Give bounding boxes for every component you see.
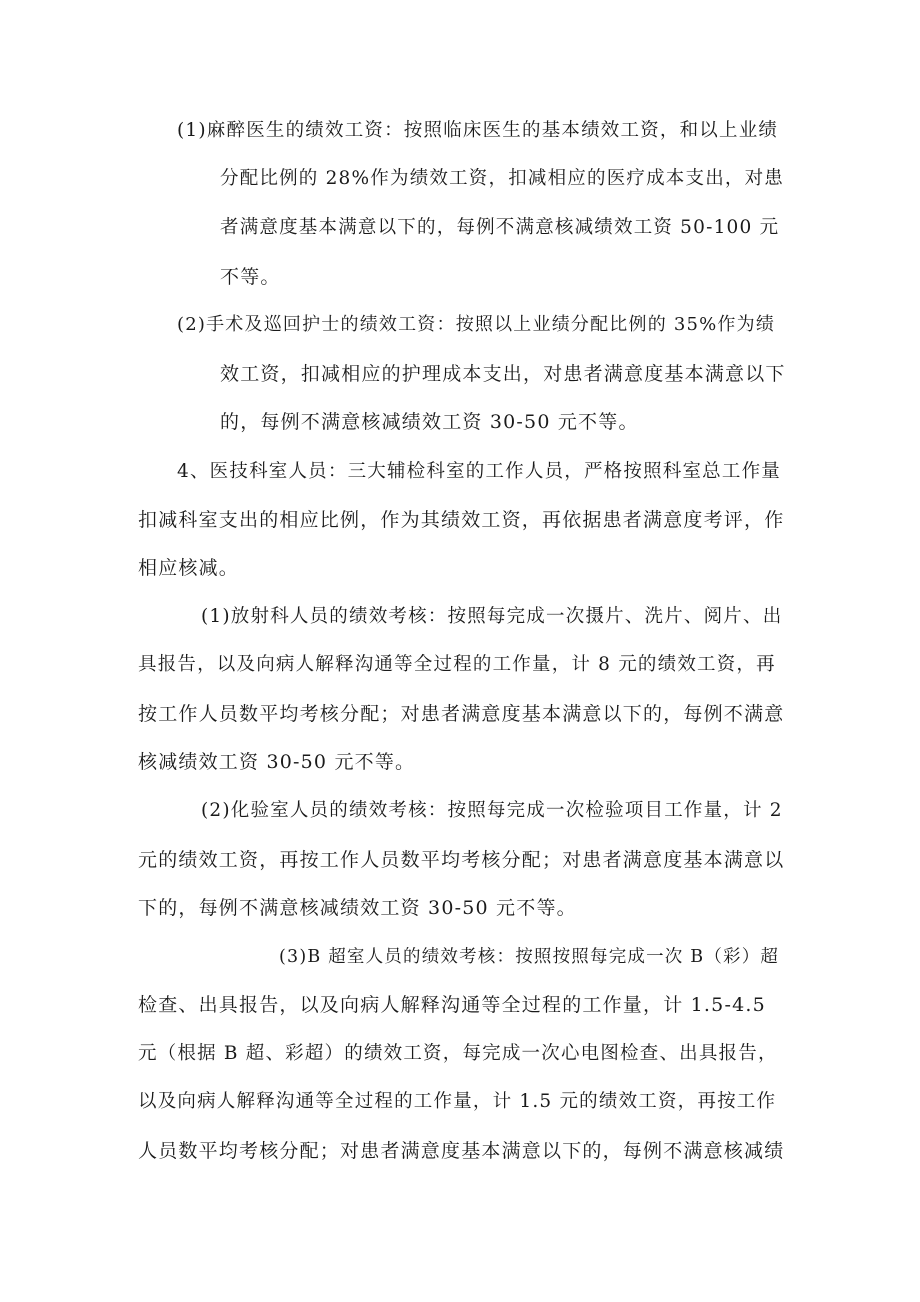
text-line: (1)麻醉医生的绩效工资：按照临床医生的基本绩效工资，和以上业绩 bbox=[177, 120, 779, 141]
text-line: (1)放射科人员的绩效考核：按照每完成一次摄片、洗片、阅片、出 bbox=[201, 606, 783, 627]
section-heading-line: 4、医技科室人员：三大辅检科室的工作人员，严格按照科室总工作量 bbox=[177, 461, 781, 482]
text-line: 分配比例的 28%作为绩效工资，扣减相应的医疗成本支出，对患 bbox=[220, 168, 785, 189]
text-line: 元的绩效工资，再按工作人员数平均考核分配；对患者满意度基本满意以 bbox=[138, 849, 785, 871]
text-line: 元（根据 B 超、彩超）的绩效工资，每完成一次心电图检查、出具报告， bbox=[138, 1043, 778, 1064]
text-line: 者满意度基本满意以下的，每例不满意核减绩效工资 50-100 元 bbox=[220, 217, 780, 238]
text-line: (3)B 超室人员的绩效考核：按照按照每完成一次 B（彩）超 bbox=[279, 947, 780, 967]
text-line: 下的，每例不满意核减绩效工资 30-50 元不等。 bbox=[138, 897, 577, 919]
text-line: 具报告，以及向病人解释沟通等全过程的工作量，计 8 元的绩效工资，再 bbox=[138, 654, 776, 675]
text-line: 人员数平均考核分配；对患者满意度基本满意以下的，每例不满意核减绩 bbox=[138, 1140, 785, 1162]
text-line: 以及向病人解释沟通等全过程的工作量，计 1.5 元的绩效工资，再按工作 bbox=[138, 1091, 777, 1112]
text-line: 不等。 bbox=[220, 266, 281, 288]
text-line: 检查、出具报告，以及向病人解释沟通等全过程的工作量，计 1.5-4.5 bbox=[138, 994, 766, 1016]
text-line: 扣减科室支出的相应比例，作为其绩效工资，再依据患者满意度考评，作 bbox=[138, 509, 785, 531]
text-line: 的，每例不满意核减绩效工资 30-50 元不等。 bbox=[220, 411, 639, 433]
text-line: 效工资，扣减相应的护理成本支出，对患者满意度基本满意以下 bbox=[220, 363, 786, 385]
text-line: 按工作人员数平均考核分配；对患者满意度基本满意以下的，每例不满意 bbox=[138, 703, 785, 725]
text-line: (2)手术及巡回护士的绩效工资：按照以上业绩分配比例的 35%作为绩 bbox=[177, 314, 776, 335]
text-line: 核减绩效工资 30-50 元不等。 bbox=[138, 751, 416, 773]
text-line: 相应核减。 bbox=[138, 557, 240, 579]
text-line: (2)化验室人员的绩效考核：按照每完成一次检验项目工作量，计 2 bbox=[201, 800, 783, 821]
